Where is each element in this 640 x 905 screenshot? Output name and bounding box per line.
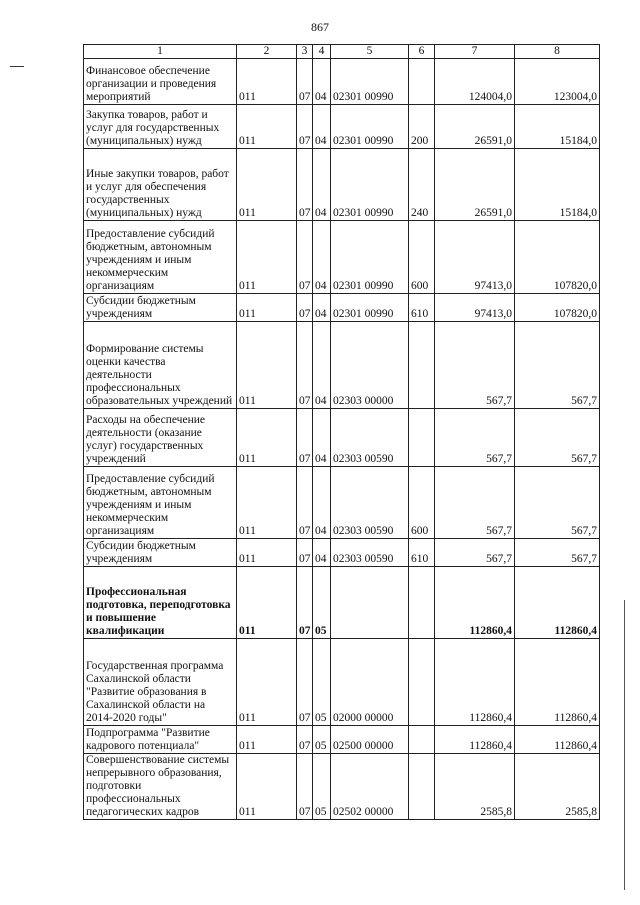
row-col6-cell: 610 (409, 539, 435, 567)
row-amount-col8: 112860,4 (515, 567, 600, 639)
table-row (84, 539, 600, 567)
column-header-3: 3 (297, 45, 313, 59)
row-amount-col8: 567,7 (515, 322, 600, 409)
row-name-cell: Предоставление субсидий бюджетным, автономным учреждениям и иным некоммерческим организациям (84, 221, 237, 294)
row-col3-cell: 07 (297, 726, 313, 754)
row-amount-col7: 26591,0 (435, 105, 515, 149)
table-row (84, 409, 600, 467)
row-name-cell: Закупка товаров, работ и услуг для государственных (муниципальных) нужд (84, 105, 237, 149)
row-col4-cell: 04 (313, 294, 331, 322)
row-code-cell: 02301 00990 (331, 149, 409, 221)
row-col2-cell: 011 (237, 409, 297, 467)
column-header-7: 7 (435, 45, 515, 59)
row-code-cell (331, 567, 409, 639)
row-amount-col7: 124004,0 (435, 59, 515, 105)
row-name-cell: Совершенствование системы непрерывного образования, подготовки профессиональных педагогических кадров (84, 754, 237, 820)
table-row (84, 639, 600, 726)
row-col4-cell: 04 (313, 467, 331, 539)
row-amount-col8: 15184,0 (515, 149, 600, 221)
table-row (84, 726, 600, 754)
row-col3-cell: 07 (297, 322, 313, 409)
row-col4-cell: 05 (313, 726, 331, 754)
row-col3-cell: 07 (297, 59, 313, 105)
row-col2-cell: 011 (237, 221, 297, 294)
row-col2-cell: 011 (237, 467, 297, 539)
row-name-cell: Подпрограмма "Развитие кадрового потенциала" (84, 726, 237, 754)
row-col3-cell: 07 (297, 754, 313, 820)
column-header-5: 5 (331, 45, 409, 59)
row-col3-cell: 07 (297, 409, 313, 467)
row-col6-cell (409, 639, 435, 726)
row-amount-col7: 567,7 (435, 539, 515, 567)
row-code-cell: 02303 00590 (331, 467, 409, 539)
column-header-8: 8 (515, 45, 600, 59)
row-amount-col8: 107820,0 (515, 294, 600, 322)
row-col3-cell: 07 (297, 639, 313, 726)
row-col2-cell: 011 (237, 567, 297, 639)
row-code-cell: 02301 00990 (331, 294, 409, 322)
row-col3-cell: 07 (297, 105, 313, 149)
row-col4-cell: 05 (313, 754, 331, 820)
row-code-cell: 02502 00000 (331, 754, 409, 820)
margin-mark-right (624, 600, 625, 890)
row-col3-cell: 07 (297, 467, 313, 539)
table-row (84, 105, 600, 149)
row-name-cell: Субсидии бюджетным учреждениям (84, 539, 237, 567)
row-col2-cell: 011 (237, 639, 297, 726)
row-col6-cell: 240 (409, 149, 435, 221)
row-amount-col8: 567,7 (515, 539, 600, 567)
row-col2-cell: 011 (237, 754, 297, 820)
row-code-cell: 02303 00000 (331, 322, 409, 409)
row-col4-cell: 04 (313, 149, 331, 221)
row-col6-cell: 600 (409, 221, 435, 294)
row-col6-cell (409, 322, 435, 409)
row-code-cell: 02301 00990 (331, 105, 409, 149)
row-col6-cell (409, 726, 435, 754)
row-col6-cell (409, 567, 435, 639)
row-col3-cell: 07 (297, 539, 313, 567)
column-header-2: 2 (237, 45, 297, 59)
row-col3-cell: 07 (297, 294, 313, 322)
row-name-cell: Государственная программа Сахалинской области "Развитие образования в Сахалинской области на 2014-2020 годы" (84, 639, 237, 726)
row-col4-cell: 04 (313, 409, 331, 467)
row-amount-col8: 15184,0 (515, 105, 600, 149)
column-header-6: 6 (409, 45, 435, 59)
row-col2-cell: 011 (237, 105, 297, 149)
row-amount-col7: 112860,4 (435, 567, 515, 639)
row-name-cell: Иные закупки товаров, работ и услуг для обеспечения государственных (муниципальных) нужд (84, 149, 237, 221)
row-amount-col7: 26591,0 (435, 149, 515, 221)
row-code-cell: 02000 00000 (331, 639, 409, 726)
table-row (84, 322, 600, 409)
row-name-cell: Формирование системы оценки качества деятельности профессиональных образовательных учреждений (84, 322, 237, 409)
row-col6-cell: 610 (409, 294, 435, 322)
row-col4-cell: 04 (313, 322, 331, 409)
row-code-cell: 02303 00590 (331, 539, 409, 567)
column-header-1: 1 (84, 45, 237, 59)
row-col3-cell: 07 (297, 567, 313, 639)
margin-mark-left (10, 66, 24, 67)
row-amount-col8: 107820,0 (515, 221, 600, 294)
row-col6-cell (409, 754, 435, 820)
row-amount-col7: 567,7 (435, 322, 515, 409)
row-col2-cell: 011 (237, 726, 297, 754)
row-amount-col8: 112860,4 (515, 639, 600, 726)
row-col2-cell: 011 (237, 149, 297, 221)
row-amount-col7: 97413,0 (435, 221, 515, 294)
row-code-cell: 02301 00990 (331, 59, 409, 105)
row-amount-col7: 112860,4 (435, 639, 515, 726)
table-row (84, 467, 600, 539)
row-name-cell: Профессиональная подготовка, переподготовка и повышение квалификации (84, 567, 237, 639)
row-amount-col8: 112860,4 (515, 726, 600, 754)
row-col2-cell: 011 (237, 539, 297, 567)
row-amount-col7: 97413,0 (435, 294, 515, 322)
table-row (84, 149, 600, 221)
row-col4-cell: 05 (313, 567, 331, 639)
table-row (84, 294, 600, 322)
row-name-cell: Субсидии бюджетным учреждениям (84, 294, 237, 322)
row-amount-col8: 567,7 (515, 467, 600, 539)
row-name-cell: Предоставление субсидий бюджетным, автономным учреждениям и иным некоммерческим организациям (84, 467, 237, 539)
row-col2-cell: 011 (237, 294, 297, 322)
table-row (84, 754, 600, 820)
page-number: 867 (311, 20, 329, 34)
table-row (84, 567, 600, 639)
table-row (84, 59, 600, 105)
row-col6-cell: 200 (409, 105, 435, 149)
row-amount-col8: 2585,8 (515, 754, 600, 820)
row-code-cell: 02500 00000 (331, 726, 409, 754)
row-amount-col8: 123004,0 (515, 59, 600, 105)
budget-table (83, 44, 600, 820)
row-code-cell: 02303 00590 (331, 409, 409, 467)
row-name-cell: Финансовое обеспечение организации и проведения мероприятий (84, 59, 237, 105)
row-col6-cell (409, 409, 435, 467)
row-col6-cell (409, 59, 435, 105)
row-col2-cell: 011 (237, 59, 297, 105)
row-col4-cell: 04 (313, 221, 331, 294)
row-col4-cell: 05 (313, 639, 331, 726)
row-name-cell: Расходы на обеспечение деятельности (оказание услуг) государственных учреждений (84, 409, 237, 467)
row-amount-col7: 2585,8 (435, 754, 515, 820)
row-col3-cell: 07 (297, 149, 313, 221)
header-row (84, 45, 600, 59)
row-code-cell: 02301 00990 (331, 221, 409, 294)
row-amount-col8: 567,7 (515, 409, 600, 467)
row-col4-cell: 04 (313, 105, 331, 149)
table-row (84, 221, 600, 294)
row-col4-cell: 04 (313, 59, 331, 105)
row-col2-cell: 011 (237, 322, 297, 409)
row-col4-cell: 04 (313, 539, 331, 567)
row-amount-col7: 112860,4 (435, 726, 515, 754)
row-amount-col7: 567,7 (435, 467, 515, 539)
column-header-4: 4 (313, 45, 331, 59)
row-amount-col7: 567,7 (435, 409, 515, 467)
row-col6-cell: 600 (409, 467, 435, 539)
row-col3-cell: 07 (297, 221, 313, 294)
